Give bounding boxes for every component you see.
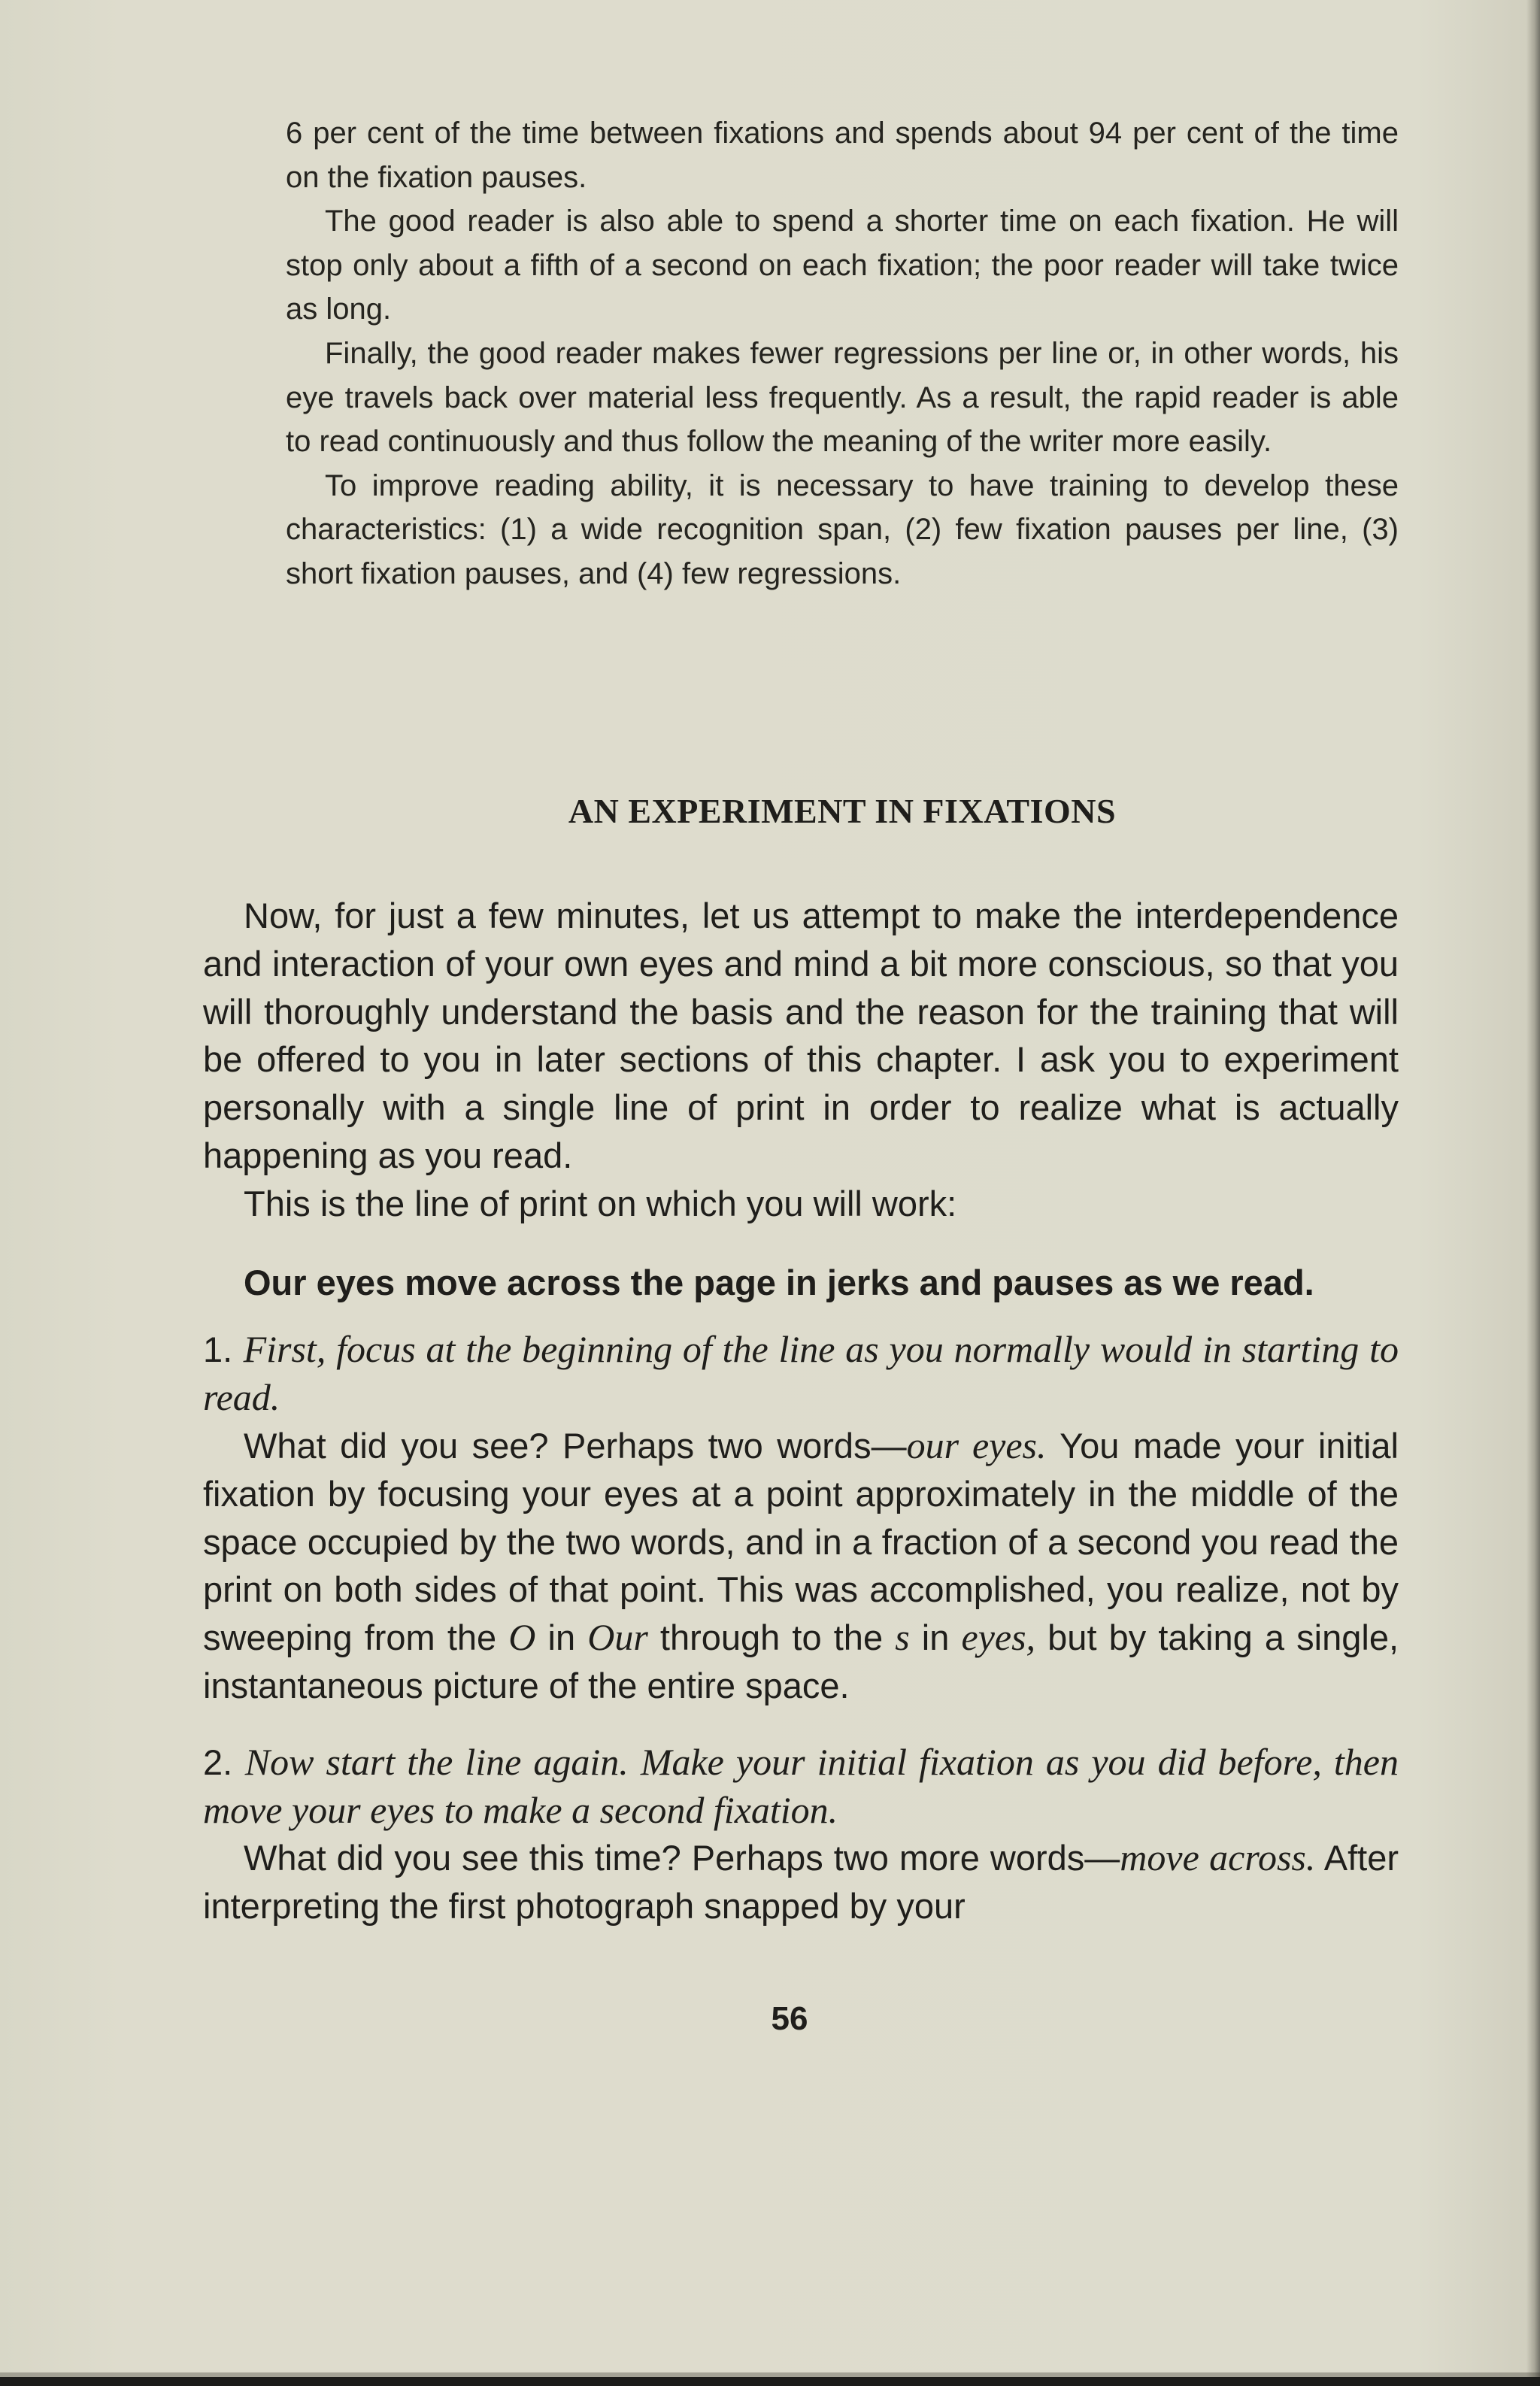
page-right-edge (1526, 0, 1540, 2386)
step-2-italic-move-across: move across. (1120, 1836, 1316, 1879)
step-1-italic-eyes: eyes, (961, 1616, 1036, 1659)
step-2-instruction-text: Now start the line again. Make your initial fixation as you did before, then move your eyes to make a second fixation. (203, 1740, 1399, 1831)
step-2-instruction (203, 1739, 1399, 1835)
step-2-number: 2. (203, 1742, 233, 1782)
step-1-number: 1. (203, 1329, 233, 1370)
step-1-instruction (203, 1326, 1399, 1422)
step-2-response-text-2: After interpreting the first photograph snapped by your (203, 1838, 1399, 1927)
page-number: 56 (771, 2000, 808, 2037)
paragraph-regressions: Finally, the good reader makes fewer regressions per line or, in other words, his eye travels back over material less frequently. As a result, the rapid reader is able to read continuously and thus follow the meaning of the writer more easily. (286, 336, 1399, 459)
step-1-italic-our: Our (587, 1616, 648, 1659)
paragraph-continuation: 6 per cent of the time between fixations and spends about 94 per cent of the time on the fixation pauses. (286, 117, 1399, 194)
step-1-response-text-5: in (909, 1617, 962, 1658)
step-1-response-text-2: You made your initial fixation by focusing your eyes at a point approximately in the middle of the space occupied by the two words, and in a fraction of a second you read the print on both sides of that point. This was accomplished, you realize, not by sweeping from the (203, 1425, 1399, 1658)
step-2-response (203, 1834, 1399, 1930)
step-1-response-text-6: but by taking a single, instantaneous picture of the entire space. (203, 1617, 1399, 1705)
step-1-response-text-3: in (535, 1617, 588, 1658)
section-heading: AN EXPERIMENT IN FIXATIONS (568, 792, 1117, 830)
sample-line: Our eyes move across the page in jerks and pauses as we read. (244, 1262, 1314, 1302)
step-1-response-text-4: through to the (647, 1617, 896, 1658)
paragraph-fixation-time: The good reader is also able to spend a shorter time on each fixation. He will stop only about a fifth of a second on each fixation; the poor reader will take twice as long. (286, 205, 1399, 326)
intro-paragraph-2: This is the line of print on which you will work: (244, 1183, 957, 1223)
intro-paragraph: Now, for just a few minutes, let us attempt to make the interdependence and interaction of your own eyes and mind a bit more conscious, so that you will thoroughly understand the basis and the reason for the training that will be offered to you in later sections of this chapter. I ask you to experiment personally with a single line of print in order to realize what is actually happening as you read. (203, 896, 1399, 1175)
top-text-section (286, 111, 1399, 596)
step-1-response-text: What did you see? Perhaps two words— (244, 1425, 907, 1466)
step-1-italic-o: O (508, 1616, 536, 1659)
step-1-italic-s: s (895, 1616, 910, 1659)
paragraph-characteristics: To improve reading ability, it is necessary to have training to develop these characteristics: (1) a wide recognition span, (2) few fixation pauses per line, (3) short fixation pauses, and (4) few regressions. (286, 468, 1399, 590)
step-1-italic-our-eyes: our eyes. (906, 1423, 1047, 1466)
step-1-response (203, 1422, 1399, 1710)
page-bottom-edge (0, 2377, 1540, 2386)
step-1-instruction-text: First, focus at the beginning of the line as you normally would in starting to read. (203, 1328, 1399, 1419)
experiment-section (203, 892, 1399, 1930)
step-2-response-text: What did you see this time? Perhaps two more words— (244, 1838, 1120, 1878)
